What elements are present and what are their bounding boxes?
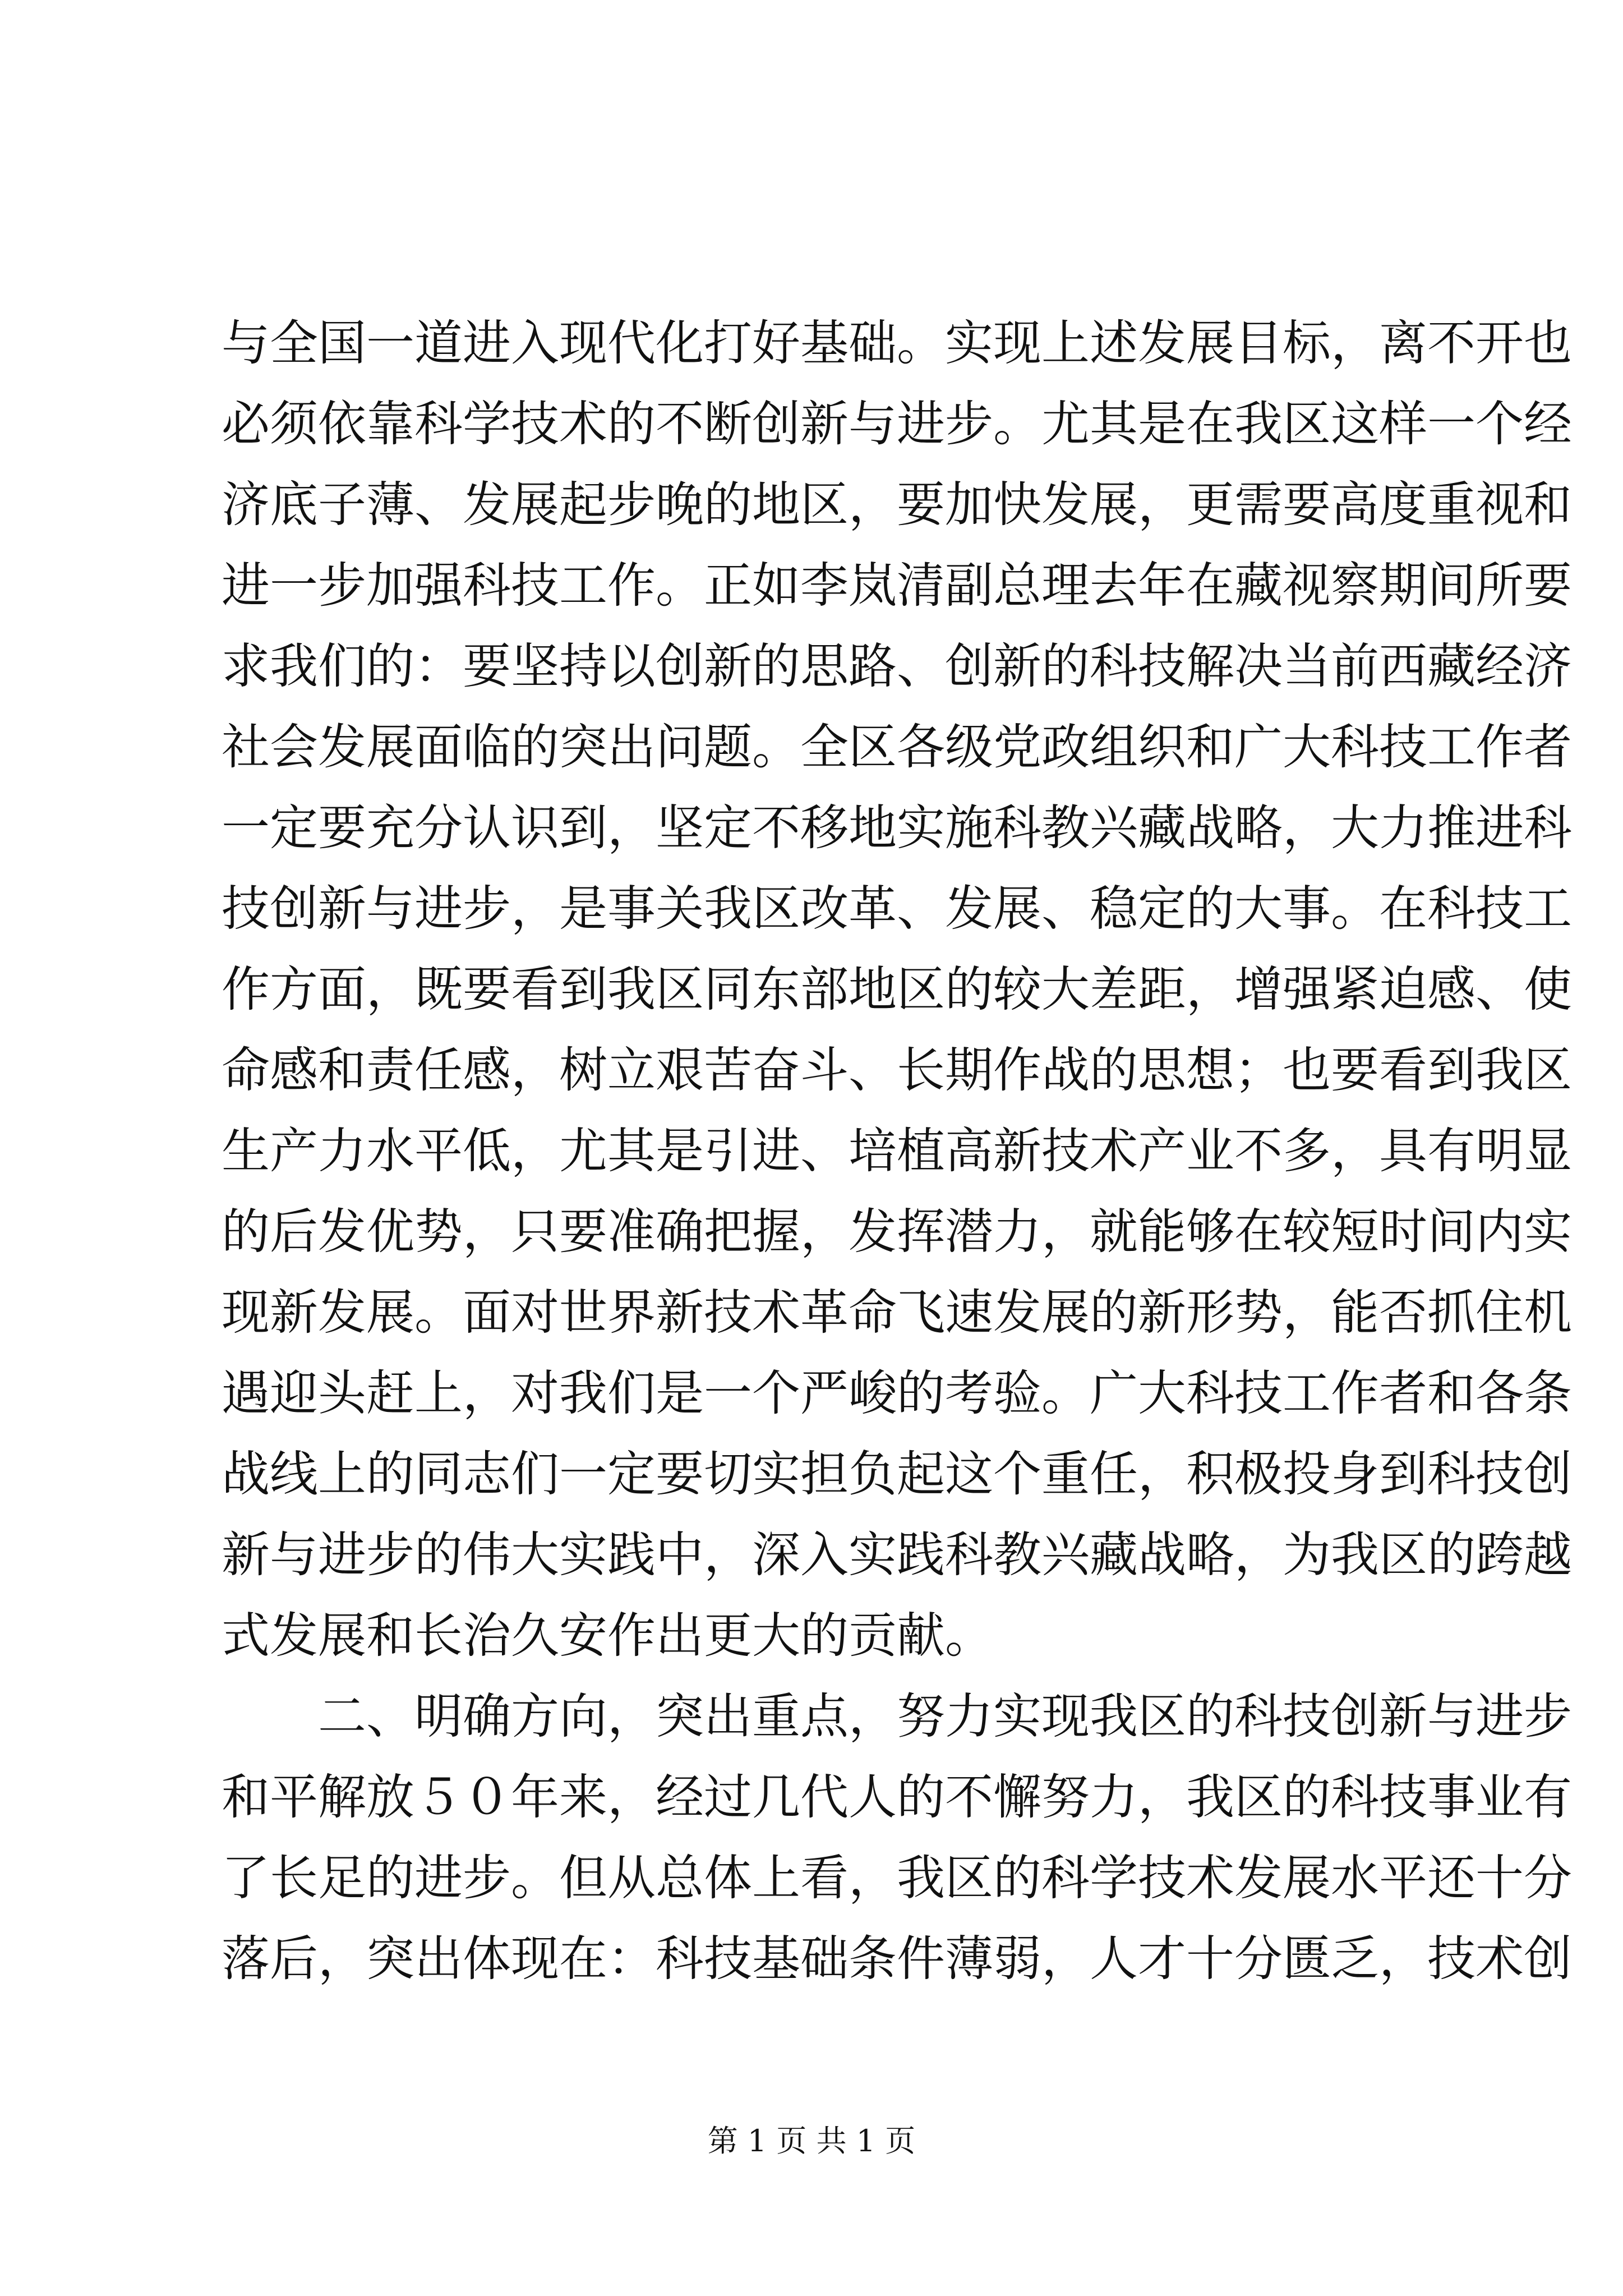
text-line: 一定要充分认识到，坚定不移地实施科教兴藏战略，大力推进科: [222, 800, 1572, 856]
text-line: 求我们的：要坚持以创新的思路、创新的科技解决当前西藏经济: [222, 638, 1572, 694]
text-line: 与全国一道进入现代化打好基础。实现上述发展目标，离不开也: [222, 315, 1572, 371]
text-line: 生产力水平低，尤其是引进、培植高新技术产业不多，具有明显: [222, 1123, 1572, 1179]
text-line: 的后发优势，只要准确把握，发挥潜力，就能够在较短时间内实: [222, 1204, 1572, 1260]
text-line: 社会发展面临的突出问题。全区各级党政组织和广大科技工作者: [222, 719, 1572, 775]
text-line: 新与进步的伟大实践中，深入实践科教兴藏战略，为我区的跨越: [222, 1527, 1572, 1583]
text-line: 现新发展。面对世界新技术革命飞速发展的新形势，能否抓住机: [222, 1285, 1572, 1341]
text-line: 遇迎头赶上，对我们是一个严峻的考验。广大科技工作者和各条: [222, 1365, 1572, 1421]
page-footer: 第 1 页 共 1 页: [707, 2123, 916, 2159]
text-line: 和平解放５０年来，经过几代人的不懈努力，我区的科技事业有: [222, 1769, 1572, 1825]
text-line: 落后，突出体现在：科技基础条件薄弱，人才十分匮乏，技术创: [222, 1931, 1572, 1987]
text-line: 战线上的同志们一定要切实担负起这个重任，积极投身到科技创: [222, 1446, 1572, 1502]
text-line: 式发展和长治久安作出更大的贡献。: [222, 1608, 993, 1664]
text-line: 进一步加强科技工作。正如李岚清副总理去年在藏视察期间所要: [222, 558, 1572, 614]
text-line: 济底子薄、发展起步晚的地区，要加快发展，更需要高度重视和: [222, 477, 1572, 533]
text-line: 技创新与进步，是事关我区改革、发展、稳定的大事。在科技工: [222, 881, 1572, 937]
text-line: 作方面，既要看到我区同东部地区的较大差距，增强紧迫感、使: [222, 961, 1572, 1018]
text-line: 命感和责任感，树立艰苦奋斗、长期作战的思想；也要看到我区: [222, 1042, 1572, 1098]
body-text: [222, 303, 1572, 1999]
text-line: 必须依靠科学技术的不断创新与进步。尤其是在我区这样一个经: [222, 396, 1572, 452]
text-line: 了长足的进步。但从总体上看，我区的科学技术发展水平还十分: [222, 1850, 1572, 1906]
section-heading: 二、明确方向，突出重点，努力实现我区的科技创新与进步: [318, 1688, 1572, 1745]
